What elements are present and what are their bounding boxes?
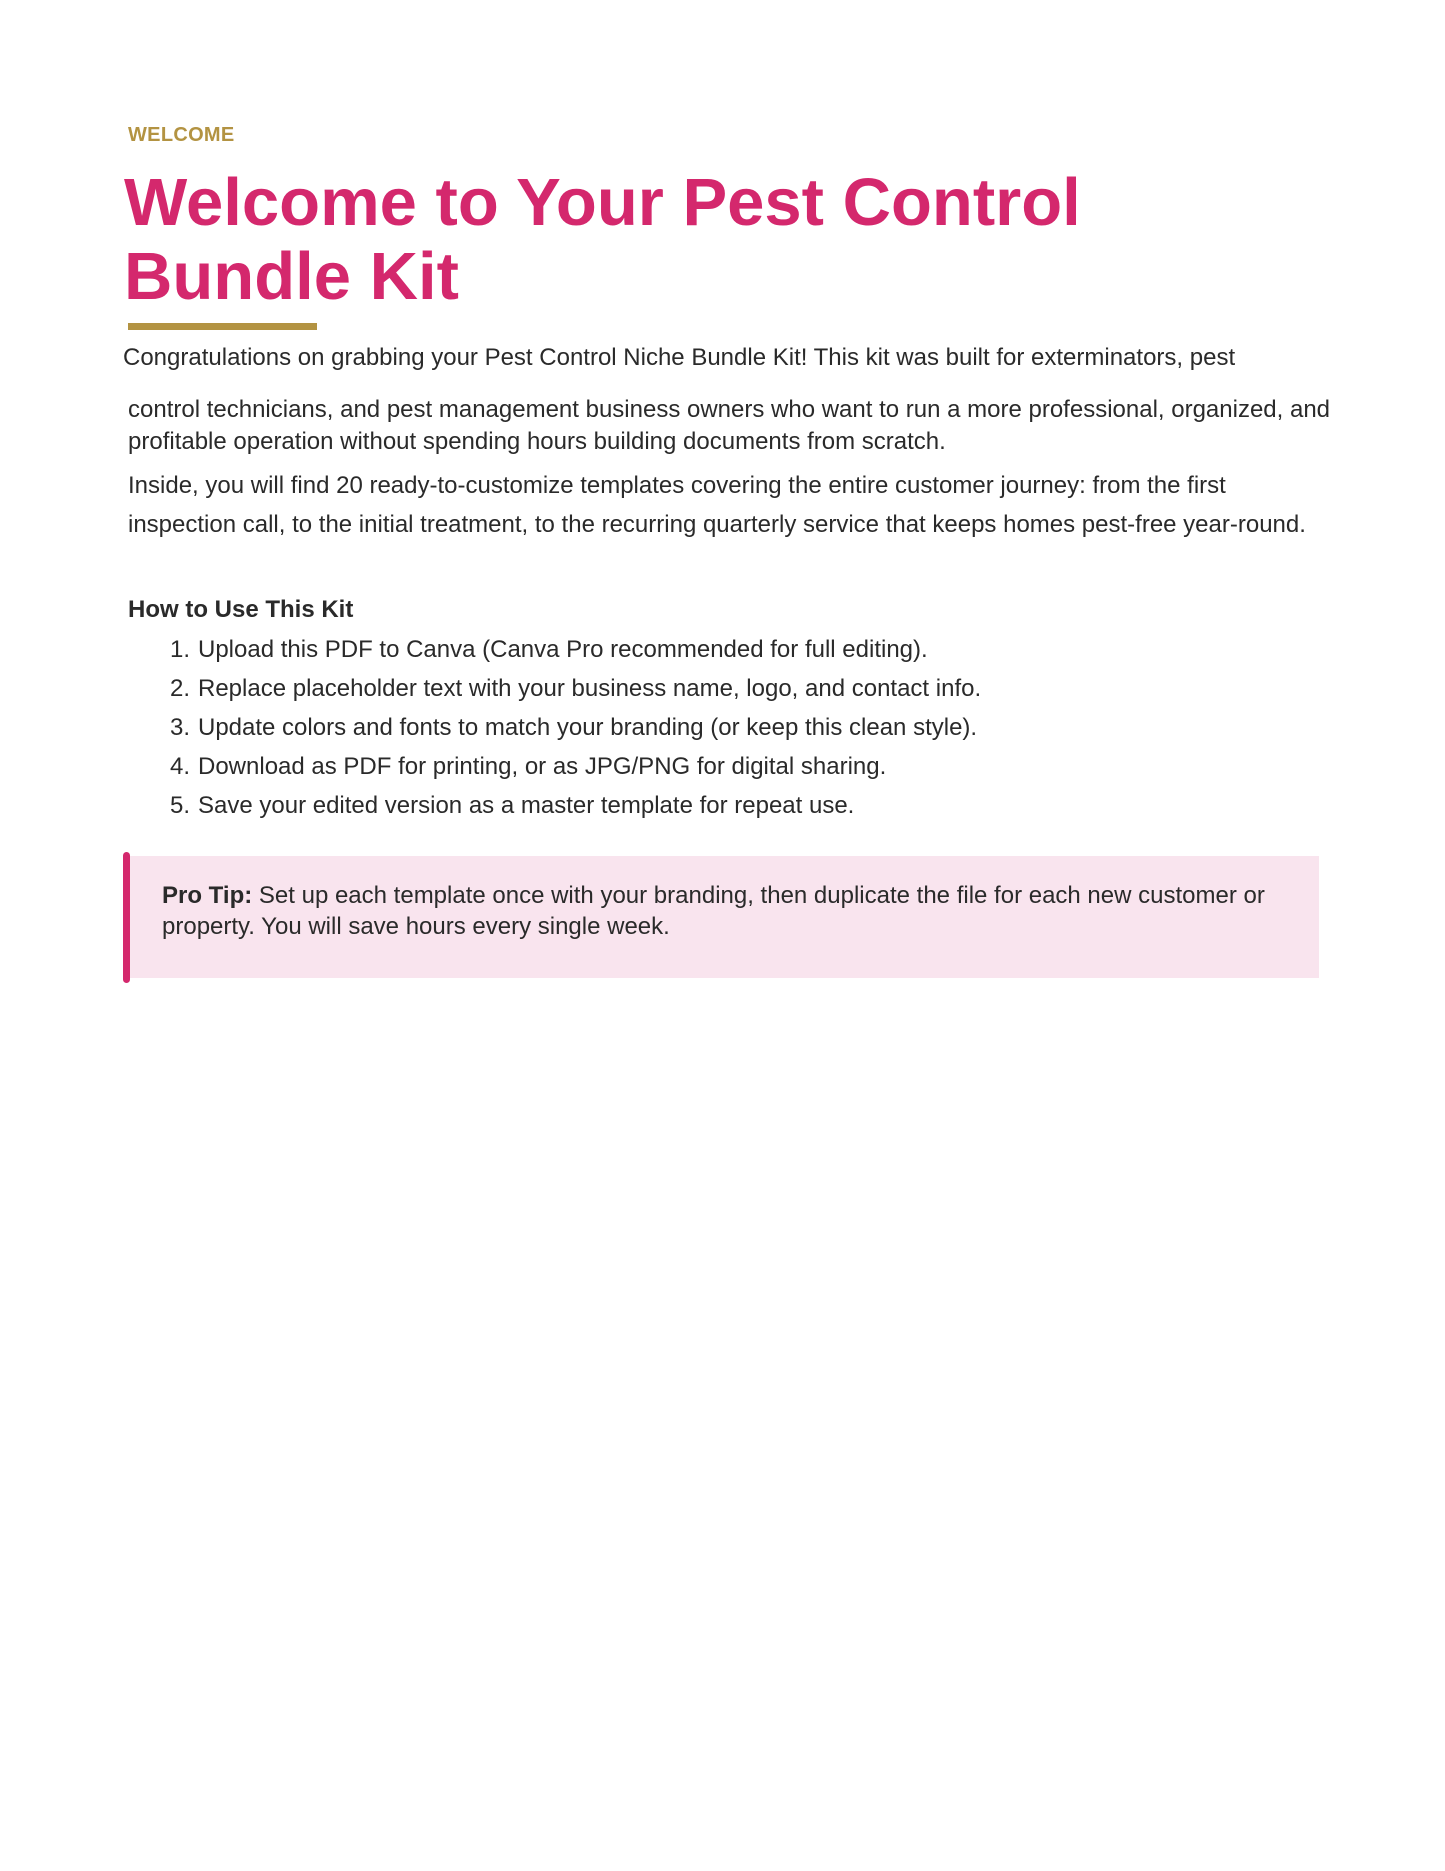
step-number: 1. [170, 636, 191, 663]
page-title: Welcome to Your Pest Control Bundle Kit [124, 165, 1081, 314]
step-number: 3. [170, 714, 191, 741]
inside-paragraph-line-2: inspection call, to the initial treatment, to the recurring quarterly service that keeps homes pest-free year-round. [128, 511, 1306, 538]
list-item [170, 630, 981, 669]
list-item [170, 786, 981, 825]
how-to-heading: How to Use This Kit [128, 596, 354, 623]
list-item [170, 669, 981, 708]
pro-tip-label: Pro Tip: [162, 882, 253, 909]
list-item [170, 747, 981, 786]
step-text: Save your edited version as a master template for repeat use. [198, 792, 855, 819]
section-eyebrow: WELCOME [128, 124, 235, 146]
step-text: Replace placeholder text with your business name, logo, and contact info. [198, 675, 982, 702]
pro-tip-body: Set up each template once with your branding, then duplicate the file for each new customer or property. You will save hours every single week. [162, 882, 1265, 940]
step-text: Upload this PDF to Canva (Canva Pro recommended for full editing). [198, 636, 928, 663]
step-number: 2. [170, 675, 191, 702]
list-item [170, 708, 981, 747]
step-number: 5. [170, 792, 191, 819]
how-to-steps-list [170, 630, 981, 825]
title-underline [128, 323, 317, 330]
pro-tip-accent-bar [123, 852, 130, 983]
step-text: Download as PDF for printing, or as JPG/PNG for digital sharing. [198, 753, 887, 780]
intro-paragraph-line-2: control technicians, and pest management business owners who want to run a more professional, organized, and profitable operation without spending hours building documents from scratch. [128, 396, 1331, 455]
pro-tip-text [162, 880, 1292, 942]
step-number: 4. [170, 753, 191, 780]
intro-paragraph-line-1: Congratulations on grabbing your Pest Control Niche Bundle Kit! This kit was built for exterminators, pest [123, 344, 1236, 371]
step-text: Update colors and fonts to match your branding (or keep this clean style). [198, 714, 978, 741]
inside-paragraph-line-1: Inside, you will find 20 ready-to-customize templates covering the entire customer journey: from the first [128, 472, 1226, 499]
